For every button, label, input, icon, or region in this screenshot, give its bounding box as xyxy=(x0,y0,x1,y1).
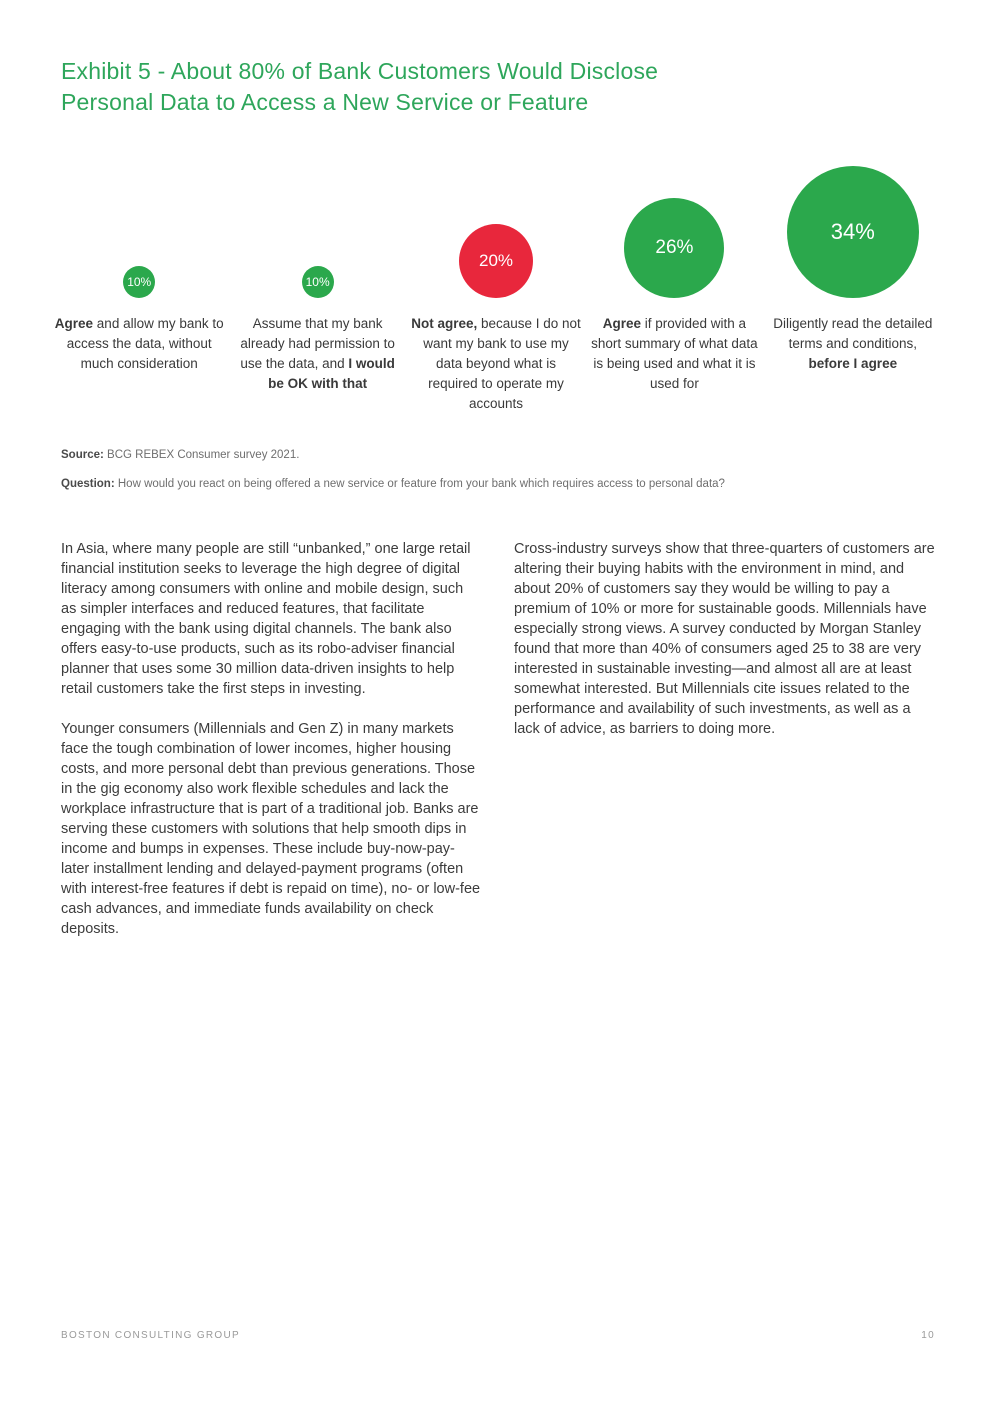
bubble-label xyxy=(588,314,760,394)
body-column-left xyxy=(61,539,482,959)
label-text: Diligently read the detailed terms and conditions, xyxy=(773,315,933,351)
chart-column-4 xyxy=(585,156,763,414)
bubble-value: 26% xyxy=(655,236,694,258)
chart-footnotes xyxy=(0,447,992,493)
bubble-label xyxy=(410,314,582,414)
chart-column-3 xyxy=(407,156,585,414)
bubble-label xyxy=(232,314,404,394)
bubble-area xyxy=(302,156,334,298)
label-text-bold: before I agree xyxy=(808,355,898,371)
chart-bubble xyxy=(302,266,334,298)
body-paragraph: In Asia, where many people are still “unbanked,” one large retail financial institution seeks to leverage the high degree of digital literacy among consumers with online and mobile design, such as simpler interfaces and reduced features, that facilitate engaging with the bank using digital channels. The bank also offers easy-to-use products, such as its robo-adviser financial planner that uses some 30 million data-driven insights to help retail customers take the first steps in investing. xyxy=(61,540,471,697)
bubble-value: 10% xyxy=(305,274,330,289)
exhibit-bubble-chart xyxy=(0,156,992,414)
page-footer xyxy=(61,1330,935,1341)
source-text: BCG REBEX Consumer survey 2021. xyxy=(107,449,300,462)
bubble-area xyxy=(624,156,724,298)
body-paragraph: Younger consumers (Millennials and Gen Z) in many markets face the tough combination of lower incomes, higher housing costs, and more personal debt than previous generations. Those in the gig economy also work flexible schedules and lack the workplace infrastructure that is part of a traditional job. Banks are serving these customers with solutions that help smooth dips in income and bumps in expenses. These include buy-now-pay-later installment lending and delayed-payment programs (often with interest-free features if debt is repaid on time), no- or low-fee cash advances, and immediate funds availability on check deposits. xyxy=(61,720,481,937)
bubble-value: 20% xyxy=(479,250,514,270)
bubble-area xyxy=(459,156,533,298)
page-title-line2: Personal Data to Access a New Service or Feature xyxy=(61,88,589,115)
page-number: 10 xyxy=(921,1330,935,1341)
chart-bubble xyxy=(787,166,919,298)
page-title xyxy=(0,0,992,118)
chart-column-2 xyxy=(228,156,406,414)
body-column-right xyxy=(514,539,935,959)
body-text xyxy=(0,539,992,959)
label-text: if provided with a short summary of what data is being used and what it is used for xyxy=(591,315,758,391)
bubble-label xyxy=(53,314,225,374)
bubble-area xyxy=(123,156,155,298)
bubble-label xyxy=(767,314,939,374)
label-text: and allow my bank to access the data, without much consideration xyxy=(66,315,224,371)
question-text: How would you react on being offered a new service or feature from your bank which requires access to personal data? xyxy=(117,477,725,490)
label-text-bold: Not agree, xyxy=(411,315,478,331)
label-text-bold: I would be OK with that xyxy=(268,355,395,391)
chart-bubble xyxy=(624,198,724,298)
bubble-value: 34% xyxy=(830,218,875,244)
chart-bubble xyxy=(123,266,155,298)
label-text-bold: Agree xyxy=(54,315,94,331)
body-paragraph: Cross-industry surveys show that three-quarters of customers are altering their buying habits with the environment in mind, and about 20% of customers say they would be willing to pay a premium of 10% or more for sustainable goods. Millennials have especially strong views. A survey conducted by Morgan Stanley found that more than 40% of consumers aged 25 to 38 are very interested in sustainable investing—and almost all are at least somewhat interested. But Millennials cite issues related to the performance and availability of such investments, as well as a lack of advice, as barriers to doing more. xyxy=(514,540,935,737)
bubble-value: 10% xyxy=(127,274,152,289)
chart-column-5 xyxy=(764,156,942,414)
page-title-line1: Exhibit 5 - About 80% of Bank Customers Would Disclose xyxy=(61,58,659,84)
bubble-area xyxy=(787,156,919,298)
chart-bubble xyxy=(459,224,533,298)
label-text-bold: Agree xyxy=(602,315,642,331)
source-line xyxy=(61,447,931,464)
label-text: Assume that my bank already had permission to use the data, and xyxy=(240,315,395,371)
footer-brand: BOSTON CONSULTING GROUP xyxy=(61,1330,240,1341)
question-label: Question: xyxy=(61,477,115,490)
source-label: Source: xyxy=(61,449,104,462)
label-text: because I do not want my bank to use my data beyond what is required to operate my accounts xyxy=(423,315,581,411)
chart-column-1 xyxy=(50,156,228,414)
question-line xyxy=(61,476,931,493)
